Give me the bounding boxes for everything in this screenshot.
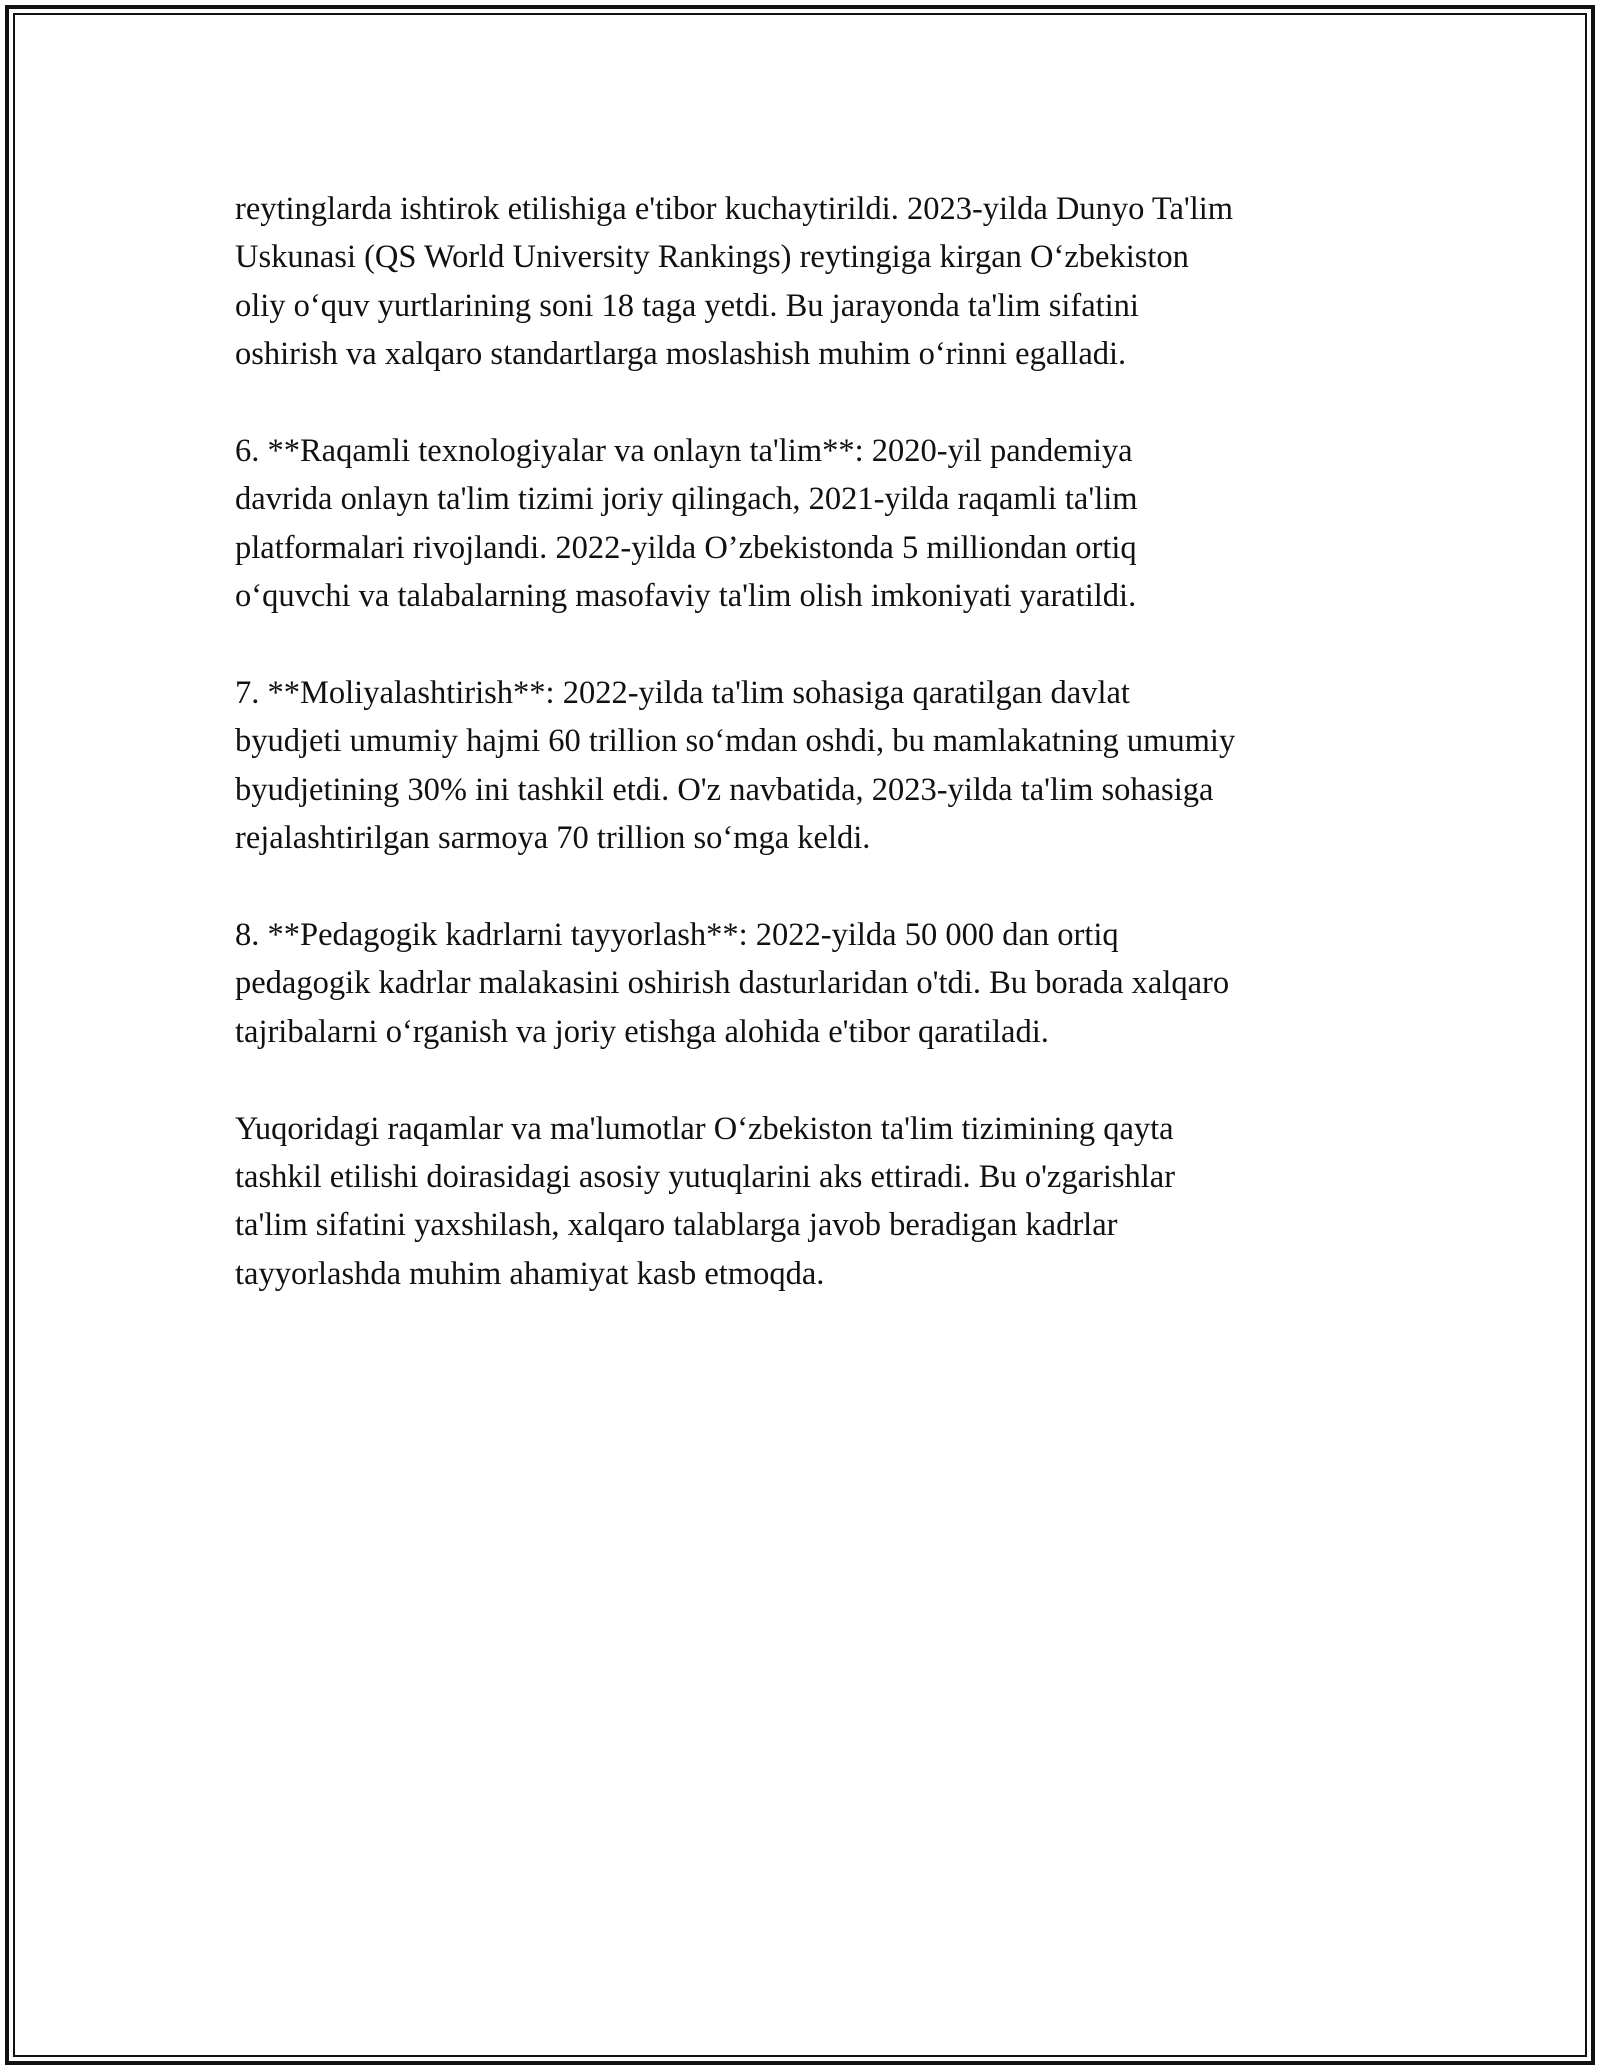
text-line: davrida onlayn ta'lim tizimi joriy qilingach, 2021-yilda raqamli ta'lim — [235, 481, 1138, 518]
document-body — [235, 185, 1385, 1347]
text-line: byudjetining 30% ini tashkil etdi. O'z navbatida, 2023-yilda ta'lim sohasiga — [235, 771, 1214, 808]
paragraph-rankings — [235, 185, 1385, 379]
text-line: tajribalarni o‘rganish va joriy etishga alohida e'tibor qaratiladi. — [235, 1013, 1049, 1050]
text-line: reytinglarda ishtirok etilishiga e'tibor kuchaytirildi. 2023-yilda Dunyo Ta'lim — [235, 191, 1234, 227]
text-line: 8. **Pedagogik kadrlarni tayyorlash**: 2022-yilda 50 000 dan ortiq — [235, 917, 1119, 954]
paragraph-pedagogical-staff — [235, 911, 1385, 1056]
text-line: Uskunasi (QS World University Rankings) reytingiga kirgan O‘zbekiston — [235, 239, 1189, 276]
text-line: tashkil etilishi doirasidagi asosiy yutuqlarini aks ettiradi. Bu o'zgarishlar — [235, 1159, 1176, 1196]
text-line: Yuqoridagi raqamlar va ma'lumotlar O‘zbekiston ta'lim tizimining qayta — [235, 1110, 1174, 1147]
text-line: 6. **Raqamli texnologiyalar va onlayn ta'lim**: 2020-yil pandemiya — [235, 433, 1133, 470]
text-line: o‘quvchi va talabalarning masofaviy ta'lim olish imkoniyati yaratildi. — [235, 578, 1137, 615]
text-line: platformalari rivojlandi. 2022-yilda O’zbekistonda 5 milliondan ortiq — [235, 529, 1137, 566]
text-line: ta'lim sifatini yaxshilash, xalqaro talablarga javob beradigan kadrlar — [235, 1207, 1118, 1244]
text-line: oliy o‘quv yurtlarining soni 18 taga yetdi. Bu jarayonda ta'lim sifatini — [235, 287, 1139, 324]
paragraph-conclusion — [235, 1105, 1385, 1299]
text-line: 7. **Moliyalashtirish**: 2022-yilda ta'lim sohasiga qaratilgan davlat — [235, 675, 1130, 712]
text-line: pedagogik kadrlar malakasini oshirish dasturlaridan o'tdi. Bu borada xalqaro — [235, 965, 1230, 1002]
paragraph-digital-technologies — [235, 427, 1385, 621]
text-line: byudjeti umumiy hajmi 60 trillion so‘mdan oshdi, bu mamlakatning umumiy — [235, 723, 1236, 760]
text-line: tayyorlashda muhim ahamiyat kasb etmoqda. — [235, 1255, 825, 1292]
text-line: oshirish va xalqaro standartlarga moslashish muhim o‘rinni egalladi. — [235, 336, 1127, 373]
text-line: rejalashtirilgan sarmoya 70 trillion so‘mga keldi. — [235, 820, 871, 857]
paragraph-financing — [235, 669, 1385, 863]
